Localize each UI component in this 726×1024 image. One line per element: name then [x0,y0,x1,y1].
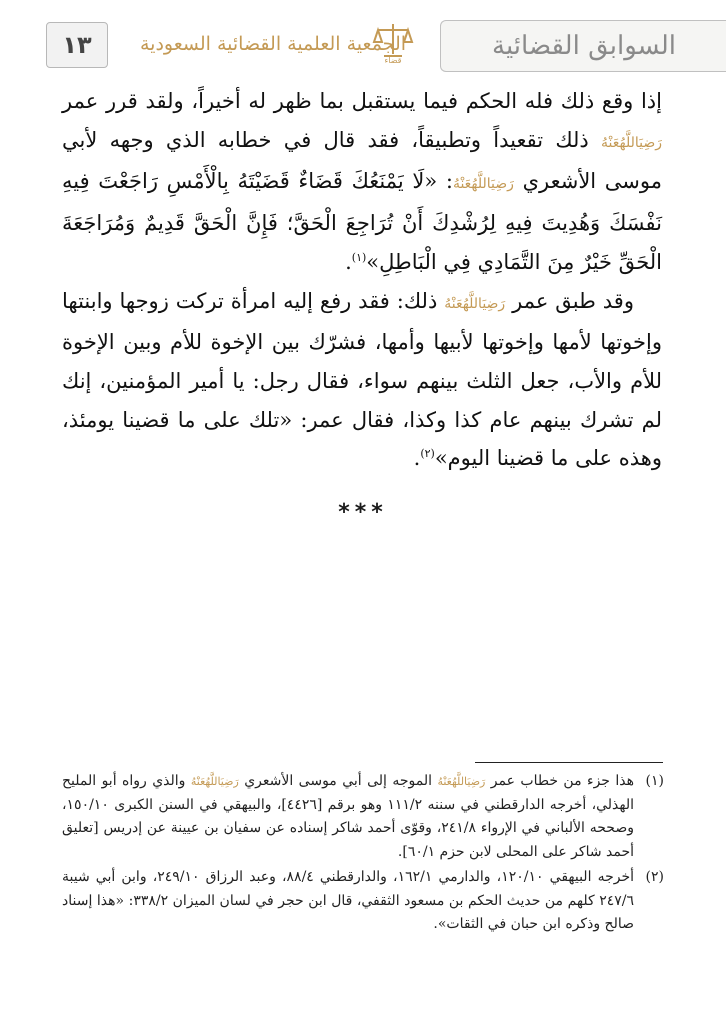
section-separator: *** [338,500,388,525]
text-run: . [345,249,352,274]
footnote-1 [62,770,664,864]
quote-text: : «لَا يَمْنَعُكَ قَضَاءٌ قَضَيْتَهُ بِالْأَمْسِ رَاجَعْتَ فِيهِ نَفْسَكَ وَهُدِيتَ فِيهِ لِرُشْدِكَ أَنْ تُرَاجِعَ الْحَقَّ؛ فَإِنَّ الْحَقَّ قَدِيمٌ وَمُرَاجَعَةَ الْحَقِّ خَيْرٌ مِنَ التَّمَادِي فِي الْبَاطِلِ» [62,169,662,274]
text-run: ذلك تقعيداً وتطبيقاً، فقد قال في خطابه الذي وجهه لأبي موسى الأشعري [62,127,662,194]
book-title: السوابق القضائية [440,20,726,72]
footnote-ref-1[interactable]: (١) [351,250,367,264]
text-run: ذلك: فقد رفع إليه امرأة تركت زوجها وابنتها وإخوتها لأمها وإخوتها لأبيها وأمها، فشرّك بين الإخوة للأم وبين الإخوة للأم والأب، جعل الثلث بينهم سواء، فقال رجل: يا أمير المؤمنين، إنك لم تشرك بينهم عام كذا وكذا، فقال عمر: «تلك على ما قضينا يومئذ، وهذه على ما قضينا اليوم» [62,288,662,471]
honorific: رَضِيَاللَّهُعَنْهُ [444,295,506,312]
text-run: الموجه إلى أبي موسى الأشعري [238,773,438,789]
footnote-ref-2[interactable]: (٢) [420,447,435,461]
text-run: وقد طبق عمر [505,288,634,313]
text-run: والذي رواه أبو المليح الهذلي، أخرجه الدارقطني في سننه ١١١/٢ وهو برقم [٤٤٢٦]، والبيهقي في السنن الكبرى ١٥٠/١٠، وصححه الألباني في الإرواء ٢٤١/٨، وقوّى أحمد شاكر إسناده عن سفيان بن عيينة عن إدريس [تعليق أحمد شاكر على المحلى لابن حزم ٦٠/١]. [62,773,634,860]
honorific: رَضِيَاللَّهُعَنْهُ [190,775,239,788]
footnote-text [62,770,634,864]
footnote-number: (٢) [645,869,664,885]
honorific: رَضِيَاللَّهُعَنْهُ [452,176,514,193]
paragraph-1 [62,82,662,282]
honorific: رَضِيَاللَّهُعَنْهُ [601,134,662,151]
footnote-divider [475,762,663,763]
footnote-number: (١) [645,773,664,789]
text-run: . [413,446,421,471]
text-run: إذا وقع ذلك فله الحكم فيما يستقبل بما ظهر له أخيراً، ولقد قرر عمر [62,89,662,113]
honorific: رَضِيَاللَّهُعَنْهُ [437,775,486,788]
main-text [62,82,662,478]
text-run: هذا جزء من خطاب عمر [485,773,635,789]
logo-caption: قضاء [384,56,402,65]
page-number: ١٣ [46,22,108,68]
footnote-2 [62,866,664,937]
page-header [0,0,726,75]
society-name: الجمعية العلمية القضائية السعودية [139,33,407,55]
paragraph-2 [62,282,662,479]
footnote-text: أخرجه البيهقي ١٢٠/١٠، والدارمي ١٦٢/١، والدارقطني ٨٨/٤، وعبد الرزاق ٢٤٩/١٠، وابن أبي شيبة ٢٤٧/٦ كلهم من حديث الحكم بن مسعود الثقفي، قال ابن حجر في لسان الميزان ٣٣٨/٢: «هذا إسناد صالح وذكره ابن حبان في الثقات». [62,869,635,932]
footnotes [62,770,664,939]
